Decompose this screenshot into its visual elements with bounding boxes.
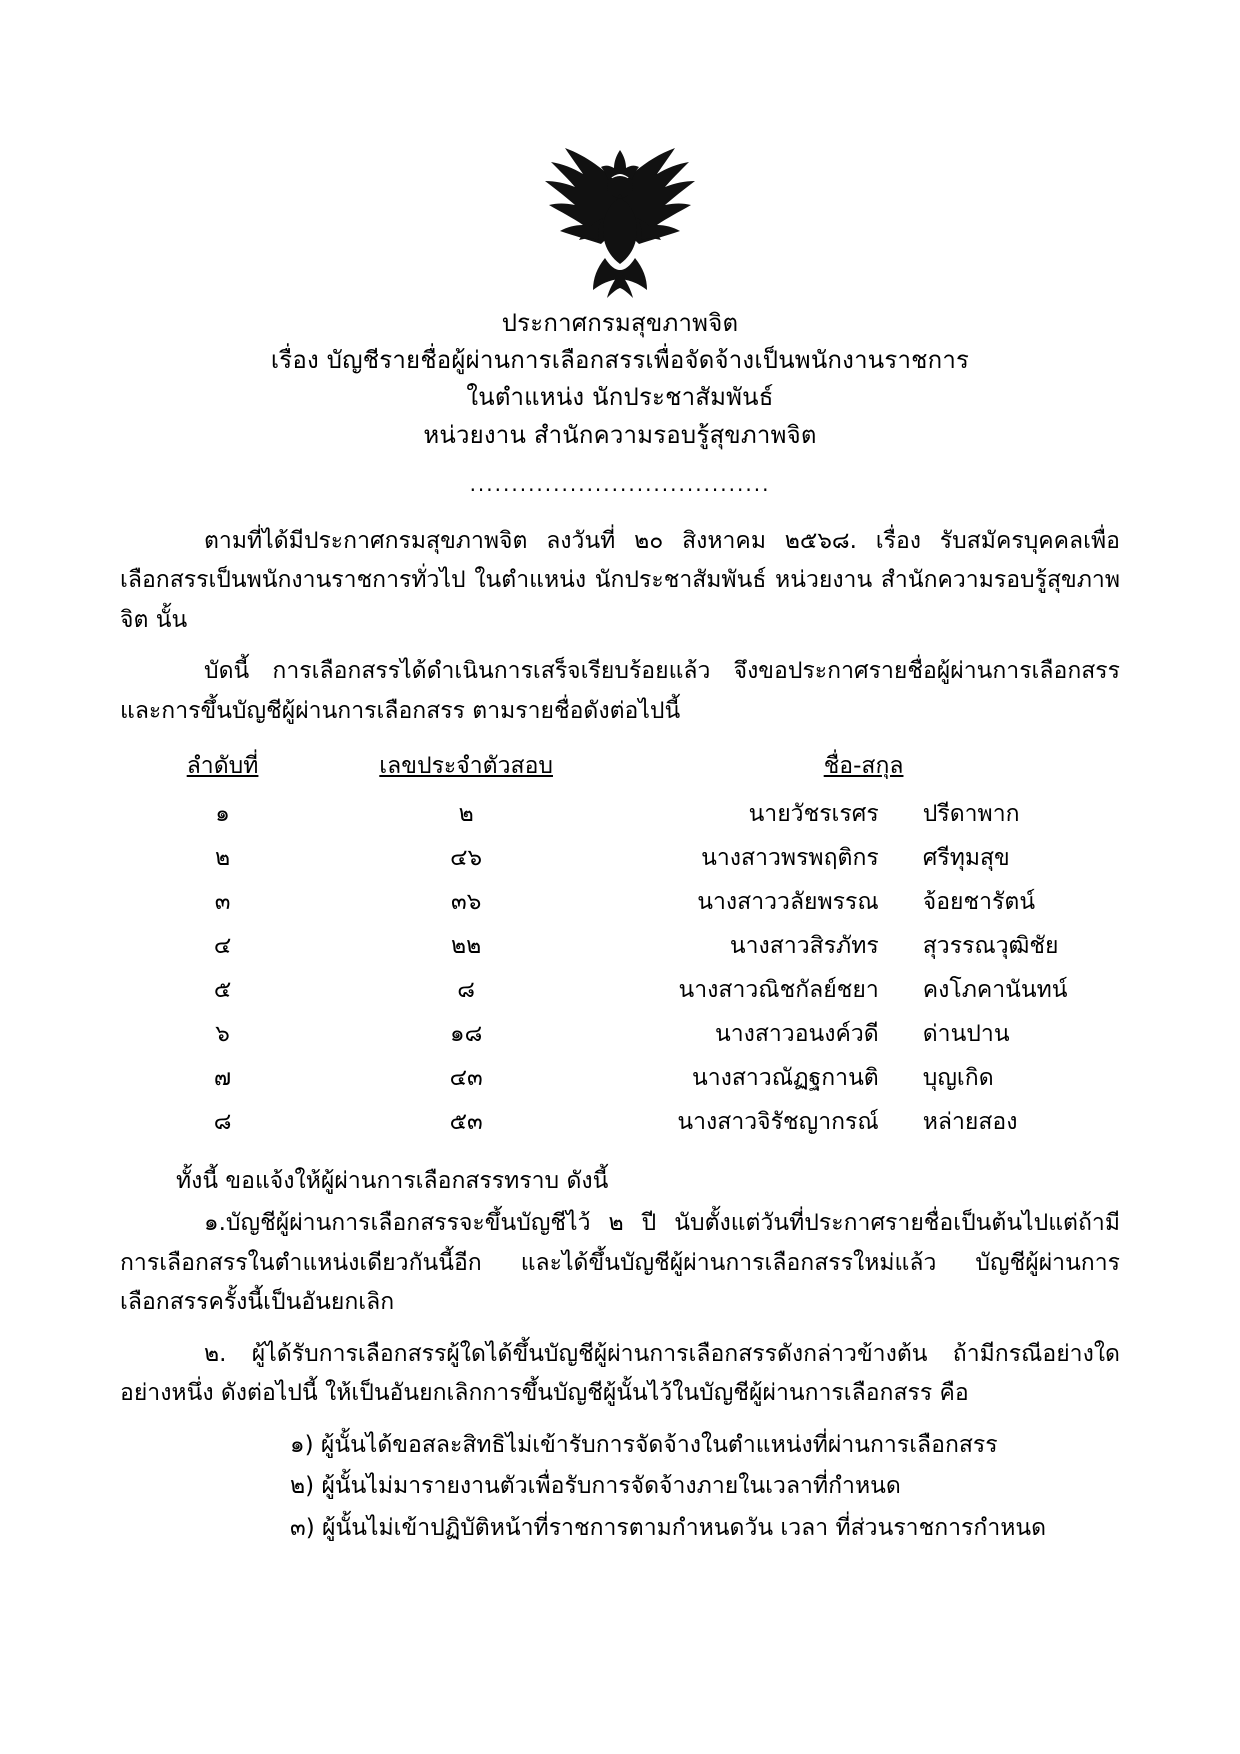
- cell-exam-id: ๘: [457, 977, 476, 1004]
- cell-name: นางสาววลัยพรรณ: [697, 889, 879, 916]
- document-heading: [120, 305, 1120, 454]
- cell-order: ๑: [215, 801, 230, 828]
- list-item: ๑) ผู้นั้นได้ขอสละสิทธิไม่เข้ารับการจัดจ้างในตำแหน่งที่ผ่านการเลือกสรร: [290, 1431, 998, 1458]
- table-row: [120, 836, 1120, 880]
- table-row: [120, 880, 1120, 924]
- cell-exam-id: ๓๖: [450, 889, 482, 916]
- cell-order: ๘: [213, 1109, 232, 1136]
- cell-name: นางสาวณัฏฐกานติ: [692, 1065, 879, 1092]
- selected-candidates-table: [120, 747, 1120, 1144]
- cell-surname: บุญเกิด: [922, 1065, 994, 1092]
- cell-order: ๔: [213, 933, 232, 960]
- list-item: ๓) ผู้นั้นไม่เข้าปฏิบัติหน้าที่ราชการตามกำหนดวัน เวลา ที่ส่วนราชการกำหนด: [290, 1514, 1047, 1541]
- cell-order: ๗: [213, 1065, 232, 1092]
- cell-order: ๖: [215, 1021, 230, 1048]
- cell-order: ๒: [214, 845, 231, 872]
- table-header-row: [120, 747, 1120, 792]
- cell-exam-id: ๒: [458, 801, 474, 828]
- table-row: [120, 968, 1120, 1012]
- table-row: [120, 924, 1120, 968]
- cell-surname: หล่ายสอง: [922, 1109, 1018, 1136]
- cell-surname: คงโภคานันทน์: [922, 977, 1068, 1004]
- cell-exam-id: ๔๖: [450, 845, 483, 872]
- cell-name: นางสาวอนงค์วดี: [714, 1021, 879, 1048]
- cell-name: นางสาวพรพฤติกร: [701, 845, 879, 872]
- cell-surname: สุวรรณวุฒิชัย: [922, 933, 1059, 960]
- cell-surname: ปรีดาพาก: [922, 801, 1020, 828]
- clause-2-sub-list: [120, 1426, 1120, 1549]
- column-header-exam-id: เลขประจำตัวสอบ: [379, 753, 553, 780]
- cell-exam-id: ๒๒: [450, 933, 482, 960]
- table-row: [120, 1100, 1120, 1144]
- cell-name: นางสาวณิชกัลย์ชยา: [678, 977, 879, 1004]
- paragraph-notice-intro: ทั้งนี้ ขอแจ้งให้ผู้ผ่านการเลือกสรรทราบ ดังนี้: [176, 1168, 609, 1195]
- heading-line-3: ในตำแหน่ง นักประชาสัมพันธ์: [466, 383, 774, 412]
- cell-name: นางสาวสิรภัทร: [729, 933, 879, 960]
- cell-surname: ศรีทุมสุข: [922, 845, 1010, 872]
- list-item: ๒) ผู้นั้นไม่มารายงานตัวเพื่อรับการจัดจ้างภายในเวลาที่กำหนด: [290, 1473, 901, 1500]
- paragraph-selection-complete: บัดนี้ การเลือกสรรได้ดำเนินการเสร็จเรียบร้อยแล้ว จึงขอประกาศรายชื่อผู้ผ่านการเลือกสรรและการขึ้นบัญชีผู้ผ่านการเลือกสรร ตามรายชื่อดังต่อไปนี้: [120, 658, 1120, 724]
- cell-surname: จ้อยชารัตน์: [922, 889, 1036, 916]
- paragraph-announcement-reference: ตามที่ได้มีประกาศกรมสุขภาพจิต ลงวันที่ ๒๐ สิงหาคม ๒๕๖๘. เรื่อง รับสมัครบุคคลเพื่อเลือกสรรเป็นพนักงานราชการทั่วไป ในตำแหน่ง นักประชาสัมพันธ์ หน่วยงาน สำนักความรอบรู้สุขภาพจิต นั้น: [120, 527, 1120, 633]
- heading-line-2: เรื่อง บัญชีรายชื่อผู้ผ่านการเลือกสรรเพื่อจัดจ้างเป็นพนักงานราชการ: [270, 346, 970, 375]
- cell-name: นางสาวจิรัชญากรณ์: [677, 1109, 879, 1136]
- garuda-emblem: [535, 140, 705, 300]
- column-header-fullname: ชื่อ-สกุล: [823, 753, 904, 780]
- heading-divider: ....................................: [469, 471, 771, 496]
- column-header-order: ลำดับที่: [186, 753, 259, 780]
- table-row: [120, 1056, 1120, 1100]
- cell-surname: ด่านปาน: [922, 1021, 1010, 1048]
- table-row: [120, 792, 1120, 836]
- paragraph-clause-2: ๒. ผู้ได้รับการเลือกสรรผู้ใดได้ขึ้นบัญชีผู้ผ่านการเลือกสรรดังกล่าวข้างต้น ถ้ามีกรณีอย่างใดอย่างหนึ่ง ดังต่อไปนี้ ให้เป็นอันยกเลิกการขึ้นบัญชีผู้นั้นไว้ในบัญชีผู้ผ่านการเลือกสรร คือ: [120, 1340, 1120, 1407]
- cell-exam-id: ๔๓: [449, 1065, 483, 1092]
- table-body: [120, 792, 1120, 1144]
- cell-exam-id: ๑๘: [449, 1021, 483, 1048]
- cell-order: ๓: [214, 889, 231, 916]
- table-row: [120, 1012, 1120, 1056]
- emblem-container: [120, 140, 1120, 305]
- heading-line-4: หน่วยงาน สำนักความรอบรู้สุขภาพจิต: [423, 420, 817, 449]
- paragraph-clause-1: ๑.บัญชีผู้ผ่านการเลือกสรรจะขึ้นบัญชีไว้ ๒ ปี นับตั้งแต่วันที่ประกาศรายชื่อเป็นต้นไปแต่ถ้ามีการเลือกสรรในตำแหน่งเดียวกันนี้อีก และได้ขึ้นบัญชีผู้ผ่านการเลือกสรรใหม่แล้ว บัญชีผู้ผ่านการเลือกสรรครั้งนี้เป็นอันยกเลิก: [120, 1210, 1120, 1316]
- heading-line-1: ประกาศกรมสุขภาพจิต: [501, 309, 739, 337]
- cell-exam-id: ๕๓: [449, 1109, 483, 1136]
- cell-name: นายวัชรเรศร: [748, 801, 879, 828]
- cell-order: ๕: [213, 977, 232, 1004]
